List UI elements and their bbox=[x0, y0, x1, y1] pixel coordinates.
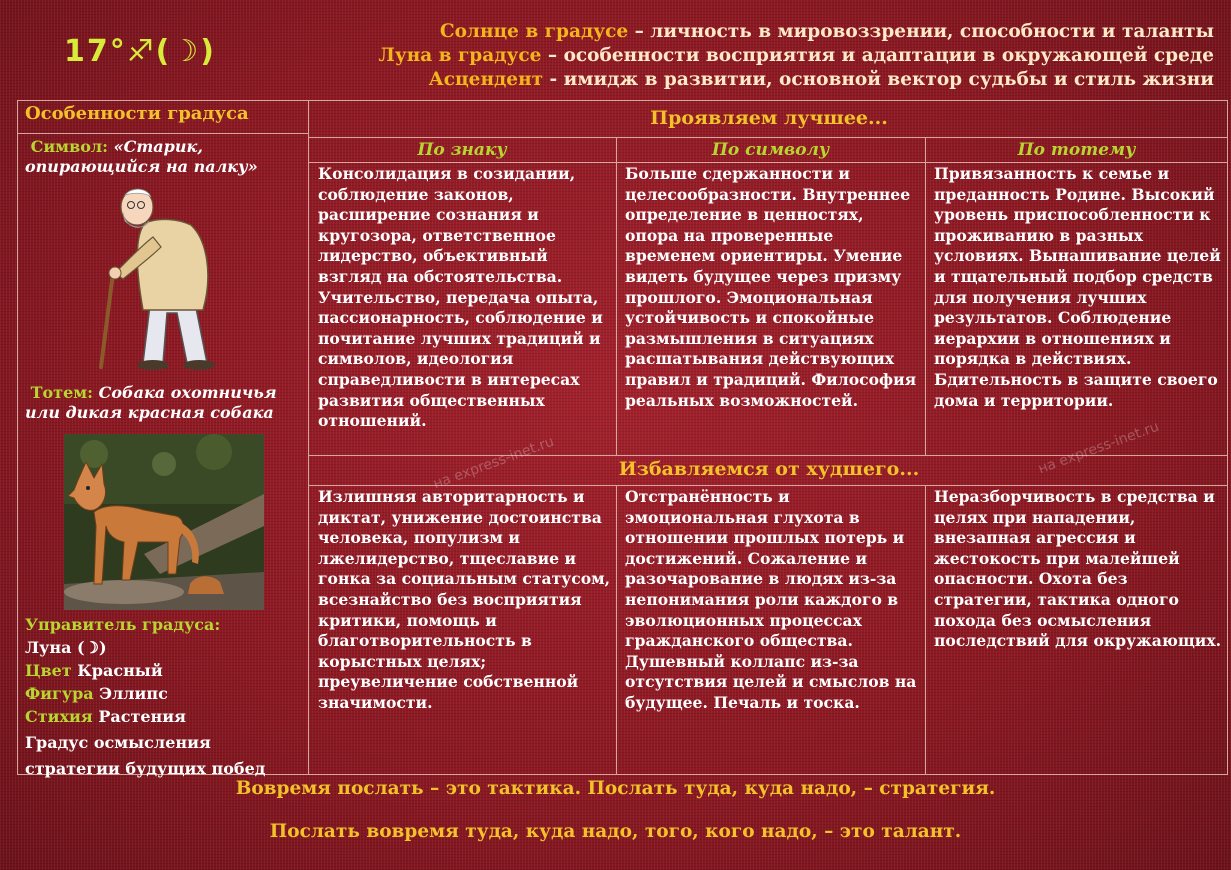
legend-ascendant: Асцендент - имидж в развитии, основной вектор судьбы и стиль жизни bbox=[428, 69, 1214, 90]
grid-line bbox=[308, 162, 1228, 163]
best-by-totem: Привязанность к семье и преданность Родине. Высокий уровень приспособленности к проживанию в разных условиях. Вынашивание целей и тщательный подбор средств для получения лучших результатов. Соблюдение иерархии в отношениях и порядка в действиях. Бдительность в защите своего дома и территории. bbox=[934, 164, 1221, 410]
column-header-sign: По знаку bbox=[417, 140, 507, 160]
best-header: Проявляем лучшее... bbox=[650, 107, 888, 129]
grid-line bbox=[925, 137, 926, 455]
column-header-symbol: По символу bbox=[711, 140, 830, 160]
figure-row: Фигура Эллипс bbox=[25, 684, 168, 703]
degree-verse: Градус осмысления стратегии будущих побед bbox=[25, 733, 266, 778]
worst-header: Избавляемся от худшего... bbox=[618, 458, 920, 480]
watermark: на express-inet.ru bbox=[431, 433, 557, 493]
worst-by-sign: Излишняя авторитарность и диктат, унижение достоинства человека, популизм и лжелидерство, тщеславие и гонка за социальным статусом, всезнайство без восприятия критики, помощь и благотворительность в корыстных целях; преувеличение собственной значимости. bbox=[318, 487, 611, 712]
grid-line bbox=[616, 485, 617, 775]
grid-line bbox=[925, 485, 926, 775]
ruler-value: Луна (☽) bbox=[25, 638, 107, 657]
motto-line-2: Послать вовремя туда, куда надо, того, кого надо, – это талант. bbox=[269, 821, 962, 842]
degree-title: 17°♐(☽) bbox=[64, 34, 216, 69]
dingo-photo bbox=[64, 434, 264, 610]
best-by-symbol: Больше сдержанности и целесообразности. Внутреннее определение в ценностях, опора на проверенные временем ориентиры. Умение видеть будущее через призму прошлого. Эмоциональная устойчивость и спокойные размышления в ситуациях расшатывания действующих правил и традиций. Философия реальных возможностей. bbox=[625, 164, 917, 410]
color-row: Цвет Красный bbox=[25, 661, 163, 680]
symbol-description: Символ: «Старик, опирающийся на палку» bbox=[25, 137, 258, 176]
grid-line bbox=[616, 137, 617, 455]
column-header-totem: По тотему bbox=[1017, 140, 1136, 160]
old-man-illustration bbox=[95, 185, 230, 375]
ruler-label: Управитель градуса: bbox=[25, 615, 221, 634]
features-header: Особенности градуса bbox=[25, 103, 249, 124]
legend-sun: Солнце в градусе – личность в мировоззрении, способности и таланты bbox=[439, 21, 1214, 42]
motto-line-1: Вовремя послать – это тактика. Послать туда, куда надо, – стратегия. bbox=[235, 778, 996, 799]
worst-by-symbol: Отстранённость и эмоциональная глухота в отношении прошлых потерь и достижений. Сожаление и разочарование в людях из-за непонимания роли каждого в эволюционных процессах гражданского общества. Душевный коллапс из-за отсутствия целей и смыслов на будущее. Печаль и тоска. bbox=[625, 487, 917, 712]
degree-ruler-block bbox=[25, 613, 310, 782]
grid-line bbox=[308, 137, 1228, 138]
legend-moon: Луна в градусе – особенности восприятия и адаптации в окружающей среде bbox=[378, 45, 1214, 66]
watermark: на express-inet.ru bbox=[1036, 418, 1162, 478]
element-row: Стихия Растения bbox=[25, 707, 186, 726]
worst-by-totem: Неразборчивость в средства и целях при нападении, внезапная агрессия и жестокость при малейшей опасности. Охота без стратегии, тактика одного похода без осмысления последствий для окружающих. bbox=[934, 487, 1222, 651]
legend bbox=[379, 20, 1215, 92]
grid-line bbox=[17, 133, 308, 134]
totem-description: Тотем: Собака охотничья или дикая красная собака bbox=[25, 383, 277, 422]
best-by-sign: Консолидация в созидании, соблюдение законов, расширение сознания и кругозора, ответственное лидерство, объективный взгляд на обстоятельства. Учительство, передача опыта, пассионарность, соблюдение и почитание лучших традиций и символов, идеология справедливости в интересах развития общественных отношений. bbox=[318, 164, 603, 431]
